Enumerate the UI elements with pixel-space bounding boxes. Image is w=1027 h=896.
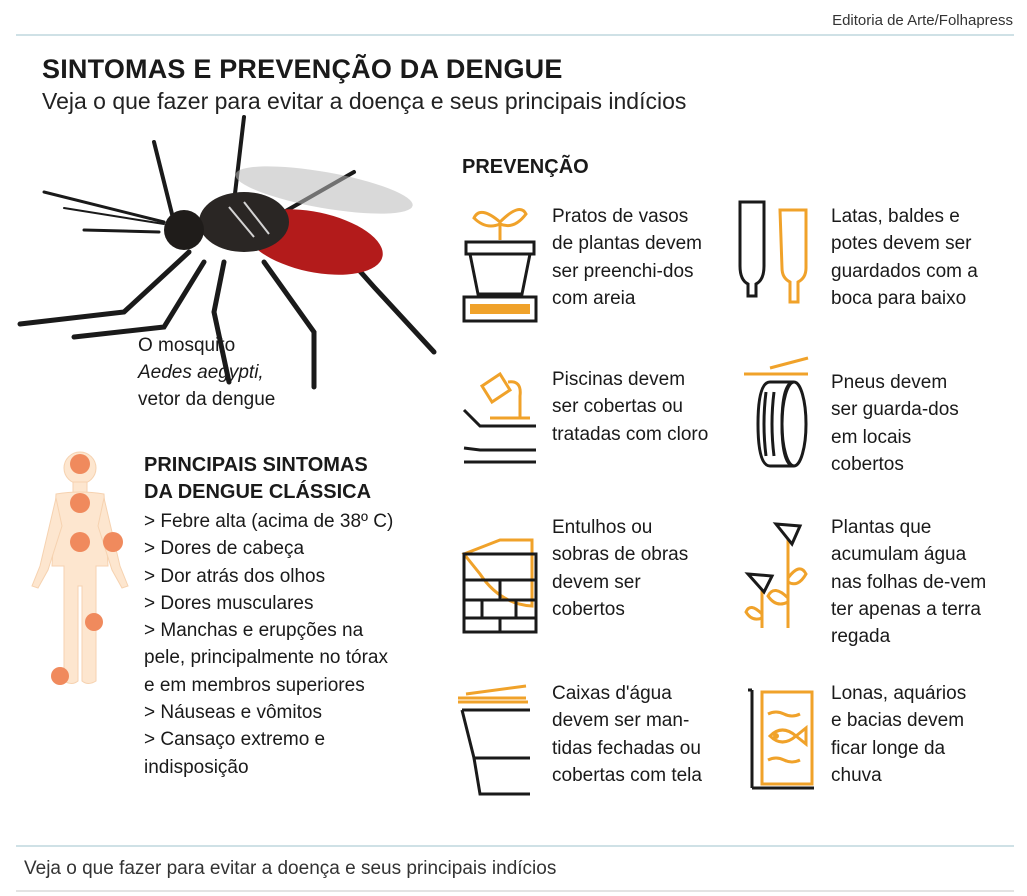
symptom-item: > Dor atrás dos olhos	[144, 565, 326, 587]
mosquito-caption-line1: O mosquito	[138, 335, 236, 356]
symptoms-list	[144, 508, 394, 781]
prevention-text-tarps: Lonas, aquários e bacias devem ficar longe da chuva	[831, 683, 967, 786]
prevention-text-rubble: Entulhos ou sobras de obras devem ser cobertos	[552, 517, 689, 620]
footer-caption: Veja o que fazer para evitar a doença e seus principais indícios	[24, 858, 557, 879]
rubble-icon	[460, 534, 540, 639]
mosquito-caption	[138, 332, 275, 413]
symptom-item: > Manchas e erupções na pele, principalmente no tórax e em membros superiores	[144, 620, 388, 696]
plant-pot-icon	[460, 200, 540, 325]
symptom-item: > Dores musculares	[144, 592, 314, 614]
credit: Editoria de Arte/Folhapress	[832, 12, 1013, 29]
symptoms-title	[144, 452, 371, 506]
symptom-item: > Dores de cabeça	[144, 538, 305, 560]
human-body-figure	[26, 446, 136, 691]
prevention-text-tires: Pneus devem ser guarda-dos em locais cobertos	[831, 372, 959, 475]
water-tank-icon	[454, 680, 540, 798]
aquarium-icon	[744, 686, 820, 796]
prevention-text-water-tanks: Caixas d'água devem ser man-tidas fechadas ou cobertas com tela	[552, 683, 702, 786]
prevention-text-bromeliads: Plantas que acumulam água nas folhas de-vem ter apenas a terra regada	[831, 517, 987, 648]
mosquito-caption-line3: vetor da dengue	[138, 389, 276, 410]
bottom-divider	[16, 845, 1014, 847]
bottles-icon	[734, 196, 814, 311]
symptom-item: > Náuseas e vômitos	[144, 702, 322, 724]
prevention-text-containers: Latas, baldes e potes devem ser guardados com a boca para baixo	[831, 206, 978, 309]
prevention-text-pools: Piscinas devem ser cobertas ou tratadas com cloro	[552, 369, 709, 445]
symptoms-title-line1: PRINCIPAIS SINTOMAS	[144, 454, 368, 476]
mosquito-species: Aedes aegypti,	[138, 362, 264, 383]
infographic-subtitle: Veja o que fazer para evitar a doença e seus principais indícios	[42, 88, 687, 114]
symptom-item: > Cansaço extremo e indisposição	[144, 729, 326, 778]
infographic-title: SINTOMAS E PREVENÇÃO DA DENGUE	[42, 54, 563, 84]
symptoms-title-line2: DA DENGUE CLÁSSICA	[144, 481, 372, 503]
symptom-item: > Febre alta (acima de 38º C)	[144, 511, 394, 532]
pool-icon	[460, 366, 540, 476]
tires-icon	[740, 352, 816, 472]
prevention-title: PREVENÇÃO	[462, 156, 589, 178]
prevention-text-plant-pots: Pratos de vasos de plantas devem ser preenchi-dos com areia	[552, 206, 702, 309]
end-divider	[16, 890, 1014, 892]
bromeliad-icon	[740, 518, 816, 630]
top-divider	[16, 34, 1014, 36]
